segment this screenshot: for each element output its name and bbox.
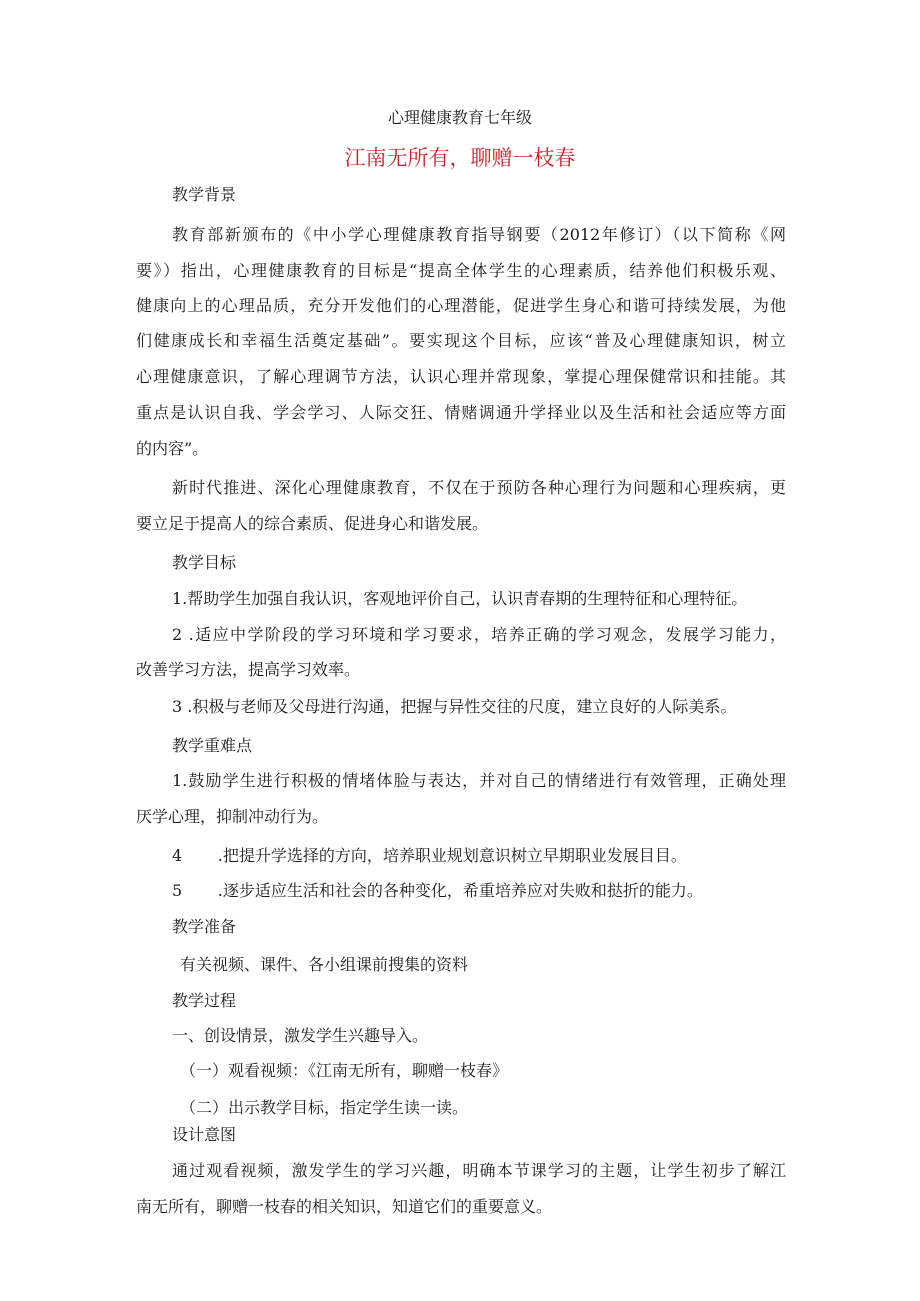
paragraph-line: 教育部新颁布的《中小学心理健康教育指导钢要（2012年修订）（以下简称《网 bbox=[172, 225, 786, 244]
key-point-item: 厌学心理，抑制冲动行为。 bbox=[136, 807, 329, 826]
key-point-item: 4 .把提升学选择的方向，培养职业规划意识树立早期职业发展目目。 bbox=[172, 846, 687, 865]
goal-item: 3 .积极与老师及父母进行沟通，把握与异性交往的尺度，建立良好的人际美系。 bbox=[172, 697, 737, 716]
paragraph-line: 要》）指出，心理健康教育的目标是“提高全体学生的心理素质，结养他们积极乐观、 bbox=[136, 261, 786, 280]
paragraph-line: 健康向上的心理品质，充分开发他们的心理潜能，促进学生身心和谐可持续发展，为他 bbox=[136, 296, 786, 315]
paragraph-line: 们健康成长和幸福生活奠定基础”。要实现这个目标，应该“普及心理健康知识，树立 bbox=[136, 331, 786, 350]
section-heading-key-points: 教学重难点 bbox=[172, 736, 253, 755]
goal-item: 1.帮助学生加强自我认识，客观地评价自己，认识青春期的生理特征和心理特征。 bbox=[172, 589, 748, 608]
paragraph-line: 心理健康意识，了解心理调节方法，认识心理并常现象，掌提心理保健常识和挂能。其 bbox=[136, 367, 786, 386]
paragraph-line: 要立足于提高人的综合素质、促进身心和谐发展。 bbox=[136, 514, 489, 533]
paragraph-line: 的内容”。 bbox=[136, 439, 209, 458]
key-point-item: 5 .逐步适应生活和社会的各种变化，希重培养应对失败和挞折的能力。 bbox=[172, 881, 703, 900]
paragraph-line: 重点是认识自我、学会学习、人际交狂、情赌调通升学择业以及生活和社会适应等方面 bbox=[136, 403, 786, 422]
key-point-item: 1.鼓励学生进行积极的情堵体脸与表达，并对自己的情绪进行有效管理，正确处理 bbox=[172, 771, 786, 790]
goal-item: 2 .适应中学阶段的学习环境和学习要求，培养正确的学习观念，发展学习能力， bbox=[172, 625, 786, 644]
process-substep: （二）出示教学目标，指定学生读一读。 bbox=[180, 1098, 469, 1117]
paragraph-line: 通过观看视频，激发学生的学习兴趣，明确本节课学习的主题，让学生初步了解江 bbox=[172, 1161, 786, 1180]
process-step: 一、创设情景，激发学生兴趣导入。 bbox=[172, 1026, 429, 1045]
goal-item: 改善学习方法，提高学习效率。 bbox=[136, 660, 361, 679]
paragraph-line: 南无所有，聊赠一枝春的相关知识，知道它们的重要意义。 bbox=[136, 1197, 553, 1216]
section-heading-preparation: 教学准备 bbox=[172, 917, 237, 936]
paragraph-line: 新时代推进、深化心理健康教育，不仅在于预防各种心理行为问题和心理疾病，更 bbox=[172, 478, 786, 497]
section-heading-goals: 教学目标 bbox=[172, 553, 237, 572]
section-heading-process: 教学过程 bbox=[172, 991, 237, 1010]
document-subtitle: 江南无所有，聊赠一枝春 bbox=[344, 146, 576, 170]
document-title: 心理健康教育七年级 bbox=[387, 108, 532, 127]
section-heading-design: 设计意图 bbox=[172, 1125, 237, 1144]
preparation-text: 有关视频、课件、各小组课前搜集的资料 bbox=[180, 955, 469, 974]
section-heading-background: 教学背景 bbox=[172, 185, 237, 204]
process-substep: （一）观看视频：《江南无所有，聊赠一枝春》 bbox=[180, 1061, 509, 1080]
